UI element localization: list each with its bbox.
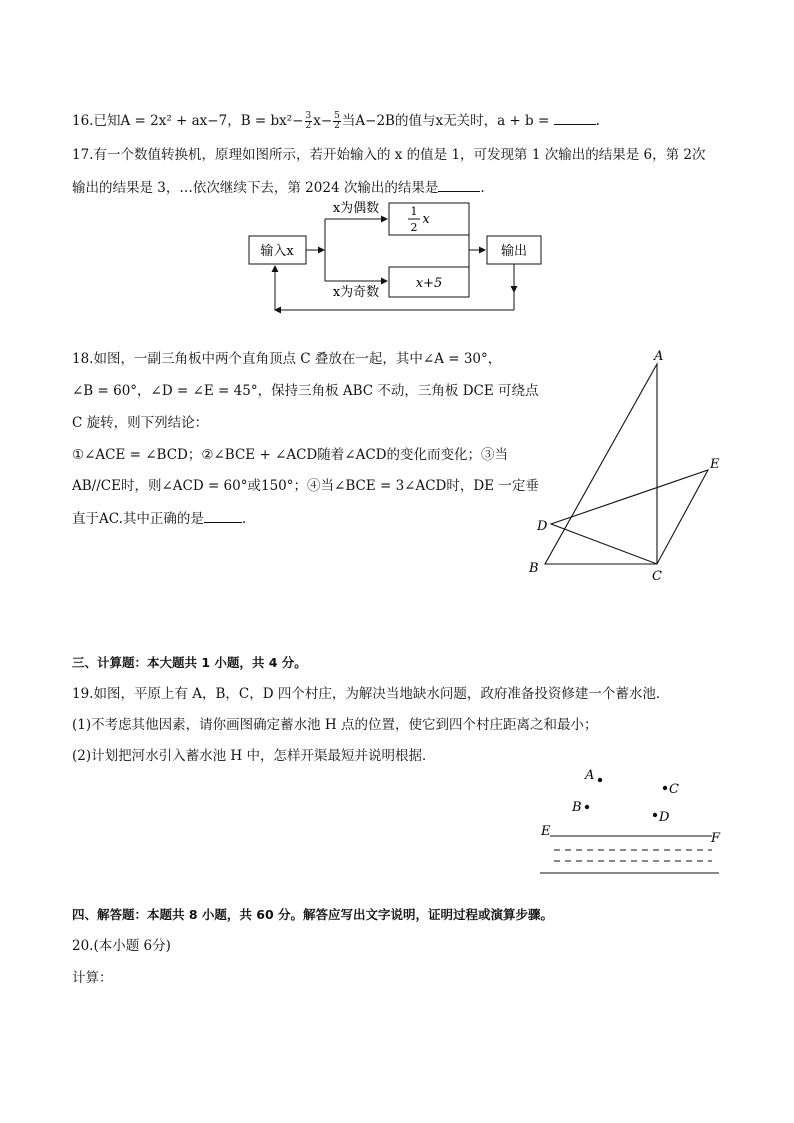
q19-line-2: (1)不考虑其他因素，请你画图确定蓄水池 H 点的位置，使它到四个村庄距离之和最小； bbox=[72, 717, 598, 733]
even-box-var: x bbox=[422, 212, 430, 227]
q16-lead: 已知 bbox=[93, 113, 121, 129]
q16-expr-b-pre: B = bx²− bbox=[240, 113, 304, 129]
output-box-label: 输出 bbox=[500, 244, 528, 259]
even-box-den: 2 bbox=[410, 221, 418, 234]
q17-end: . bbox=[480, 180, 485, 196]
odd-label: x为奇数 bbox=[332, 285, 380, 300]
village-point-A bbox=[598, 778, 602, 782]
village-point-B bbox=[585, 805, 589, 809]
q16-expr-b-mid: x− bbox=[313, 113, 333, 129]
q16-fraction-1-num: 3 bbox=[305, 111, 312, 121]
village-label-D: D bbox=[659, 810, 670, 825]
village-label-C: C bbox=[669, 782, 679, 797]
village-point-C bbox=[663, 786, 667, 790]
q17-line-2-text: 输出的结果是 3，…依次继续下去，第 2024 次输出的结果是 bbox=[72, 180, 439, 196]
q16-fraction-1-den: 2 bbox=[305, 121, 312, 131]
even-box-num: 1 bbox=[410, 205, 418, 218]
q16-expr-a: A = 2x² + ax−7， bbox=[120, 113, 241, 129]
q18-line-3: C 旋转，则下列结论： bbox=[72, 415, 209, 431]
section-3-title: 三、计算题：本大题共 1 小题，共 4 分。 bbox=[72, 655, 307, 670]
label-D: D bbox=[537, 519, 548, 534]
q18-line-6-text: 直于AC.其中正确的是 bbox=[72, 511, 204, 527]
q16-tail: 当A−2B的值与x无关时，a + b = bbox=[341, 113, 550, 129]
q18-line-5: AB//CE时，则∠ACD = 60°或150°；④当∠BCE = 3∠ACD时，DE 一定垂 bbox=[72, 478, 539, 494]
q16-fraction-2-den: 2 bbox=[334, 121, 340, 131]
input-box-label: 输入x bbox=[260, 244, 294, 259]
q18-line-1: 18.如图，一副三角板中两个直角顶点 C 叠放在一起，其中∠A = 30°， bbox=[72, 351, 502, 367]
q17-line-1: 17.有一个数值转换机，原理如图所示，若开始输入的 x 的值是 1，可发现第 1 次输出的结果是 6，第 2次 bbox=[72, 147, 706, 163]
q19-line-1: 19.如图，平原上有 A，B，C，D 四个村庄，为解决当地缺水问题，政府准备投资修建一个蓄水池． bbox=[72, 686, 670, 702]
q16-number: 16. bbox=[72, 113, 94, 129]
section-4-title: 四、解答题：本题共 8 小题，共 60 分。解答应写出文字说明，证明过程或演算步骤。 bbox=[72, 907, 554, 922]
village-point-D bbox=[653, 813, 657, 817]
q18-end: . bbox=[241, 511, 247, 527]
label-B: B bbox=[529, 561, 539, 576]
odd-box-label: x+5 bbox=[415, 276, 443, 291]
label-A: A bbox=[654, 349, 664, 364]
village-label-A: A bbox=[585, 768, 595, 783]
q16-fraction-2-num: 5 bbox=[334, 111, 340, 121]
village-label-B: B bbox=[572, 800, 582, 815]
river-label-E: E bbox=[541, 824, 551, 839]
q19-line-3: (2)计划把河水引入蓄水池 H 中，怎样开渠最短并说明根据． bbox=[72, 748, 436, 764]
q16-end: . bbox=[595, 113, 600, 129]
q18-line-2: ∠B = 60°，∠D = ∠E = 45°，保持三角板 ABC 不动，三角板 DCE 可绕点 bbox=[72, 383, 539, 399]
q20-prompt: 计算： bbox=[72, 970, 113, 986]
q18-line-4: ①∠ACE = ∠BCD；②∠BCE + ∠ACD随着∠ACD的变化而变化；③当 bbox=[72, 447, 508, 463]
label-C: C bbox=[652, 569, 662, 584]
q20-header: 20.(本小题 6分) bbox=[72, 938, 171, 954]
river-label-F: F bbox=[711, 831, 721, 846]
even-label: x为偶数 bbox=[332, 201, 380, 216]
label-E: E bbox=[710, 457, 720, 472]
